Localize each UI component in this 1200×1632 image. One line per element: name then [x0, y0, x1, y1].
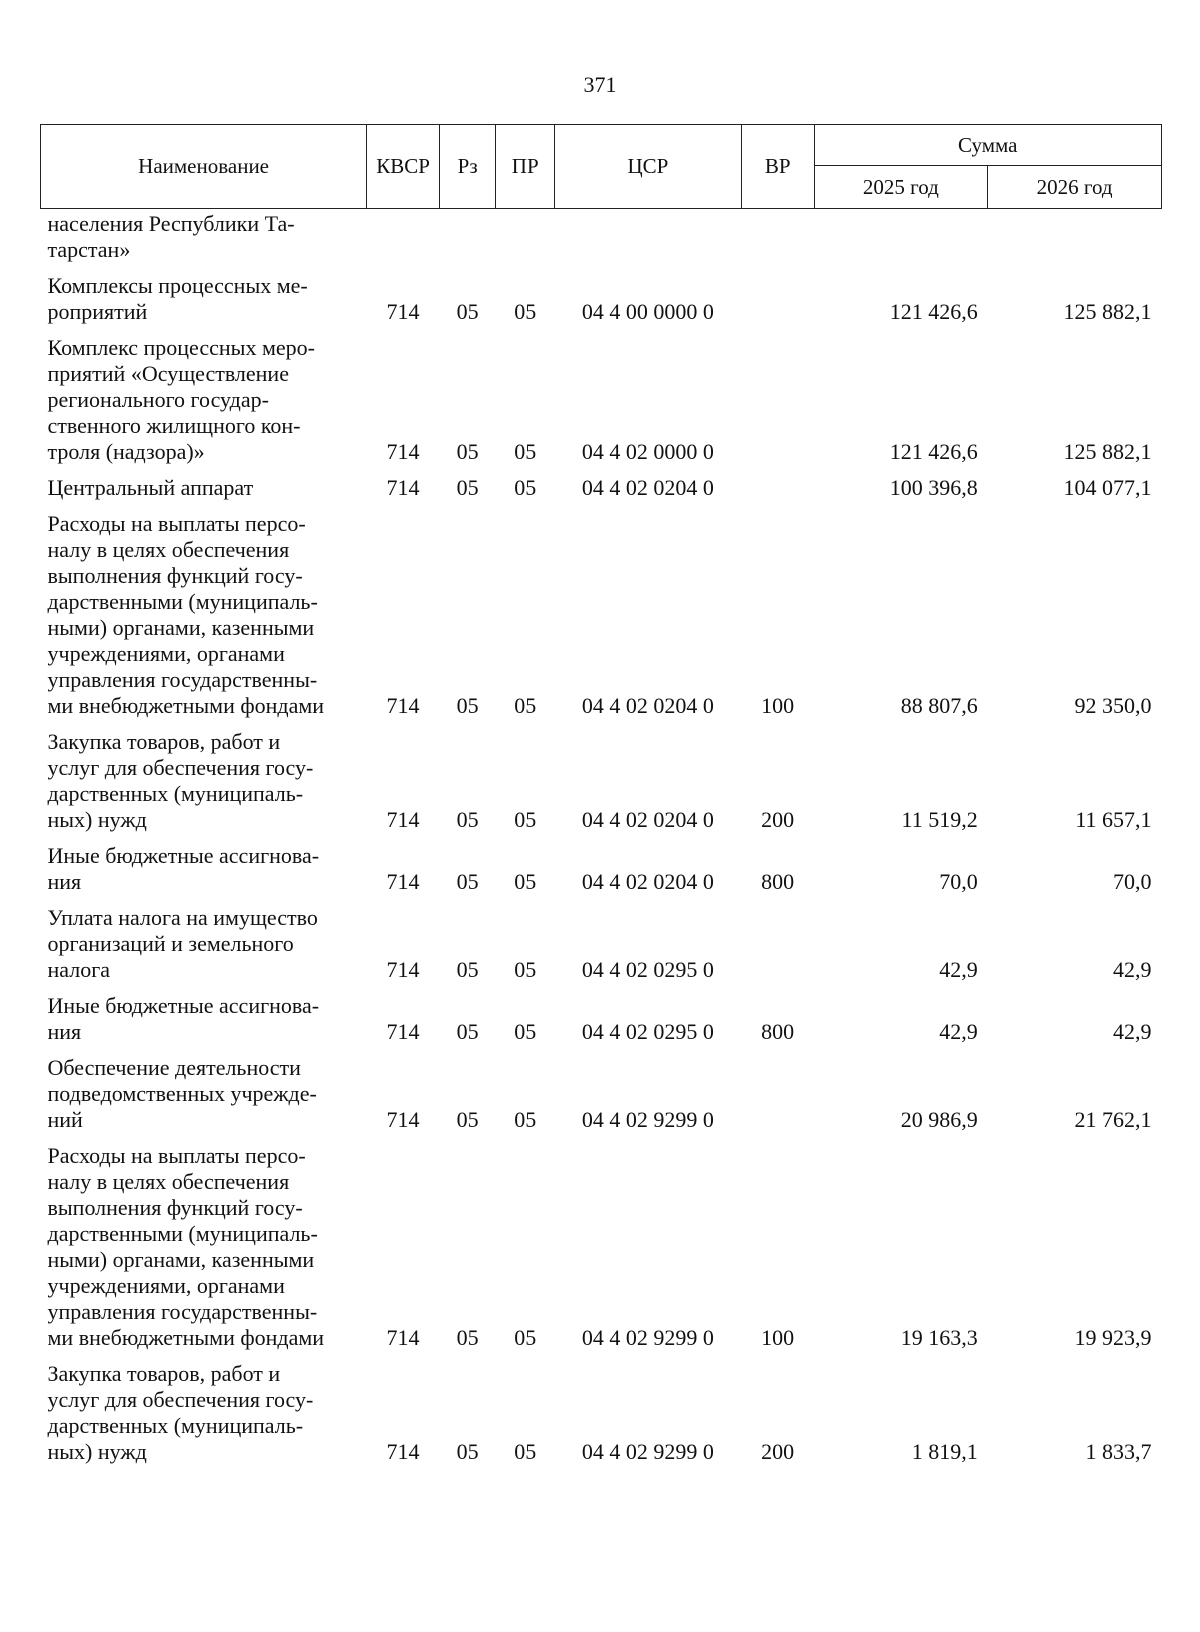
table-row [41, 983, 1162, 1045]
header-pr: ПР [496, 125, 555, 209]
row-vr: 800 [761, 869, 795, 894]
row-sum-2026: 19 923,9 [1074, 1325, 1152, 1350]
table-row [41, 501, 1162, 719]
row-pr: 05 [514, 1325, 537, 1350]
header-kvsr: КВСР [367, 125, 440, 209]
row-name-text: Уплата налога на имущество организаций и земельного налога [47, 905, 318, 982]
row-kvsr: 714 [386, 1019, 420, 1044]
row-name [41, 465, 367, 501]
row-rz: 05 [456, 1439, 479, 1464]
row-rz: 05 [456, 1019, 479, 1044]
row-vr [741, 325, 814, 465]
table-row [41, 263, 1162, 325]
budget-table [40, 124, 1162, 1465]
row-pr: 05 [514, 1107, 537, 1132]
row-kvsr: 714 [386, 869, 420, 894]
header-year-2026: 2026 год [988, 166, 1162, 209]
row-rz: 05 [456, 807, 479, 832]
row-pr: 05 [514, 475, 537, 500]
row-sum-2025: 121 426,6 [889, 439, 978, 464]
row-kvsr: 714 [386, 475, 420, 500]
row-vr: 800 [761, 1019, 795, 1044]
row-name-text: Закупка товаров, работ и услуг для обеспечения госу- дарственных (муниципаль- ных) нужд [47, 729, 314, 832]
row-vr: 200 [761, 1439, 795, 1464]
row-sum-2026: 21 762,1 [1074, 1107, 1152, 1132]
row-sum-2025: 88 807,6 [900, 693, 978, 718]
row-kvsr: 714 [386, 957, 420, 982]
row-kvsr: 714 [386, 1439, 420, 1464]
row-sum-2026: 11 657,1 [1075, 807, 1152, 832]
row-name [41, 1351, 367, 1465]
row-name [41, 325, 367, 465]
row-csr: 04 4 02 0204 0 [581, 693, 714, 718]
row-vr [741, 209, 814, 264]
row-name [41, 501, 367, 719]
row-sum-2026: 42,9 [1113, 957, 1152, 982]
row-name [41, 1045, 367, 1133]
row-csr: 04 4 02 0295 0 [581, 1019, 714, 1044]
row-name-text: населения Республики Та- тарстан» [47, 211, 295, 262]
row-pr: 05 [514, 869, 537, 894]
row-sum-2026: 70,0 [1113, 869, 1152, 894]
row-rz: 05 [456, 693, 479, 718]
row-csr: 04 4 02 0295 0 [581, 957, 714, 982]
row-sum-2025: 1 819,1 [911, 1439, 978, 1464]
row-rz: 05 [456, 957, 479, 982]
row-pr: 05 [514, 439, 537, 464]
row-pr: 05 [514, 1439, 537, 1464]
row-pr: 05 [514, 957, 537, 982]
row-csr: 04 4 02 0204 0 [581, 807, 714, 832]
row-pr: 05 [514, 693, 537, 718]
table-row [41, 209, 1162, 264]
table-header [41, 125, 1162, 209]
row-name [41, 833, 367, 895]
row-sum-2026 [988, 209, 1162, 264]
row-pr [496, 209, 555, 264]
row-sum-2026: 104 077,1 [1063, 475, 1152, 500]
row-csr: 04 4 00 0000 0 [581, 299, 714, 324]
row-kvsr: 714 [386, 1107, 420, 1132]
row-csr: 04 4 02 9299 0 [581, 1325, 714, 1350]
row-rz: 05 [456, 1107, 479, 1132]
table-row [41, 1045, 1162, 1133]
row-csr: 04 4 02 0204 0 [581, 475, 714, 500]
row-sum-2026: 1 833,7 [1085, 1439, 1152, 1464]
row-vr [741, 1045, 814, 1133]
row-sum-2025: 100 396,8 [889, 475, 978, 500]
row-vr: 100 [761, 693, 795, 718]
row-name-text: Обеспечение деятельности подведомственных учрежде- ний [47, 1055, 317, 1132]
table-row [41, 833, 1162, 895]
row-name-text: Закупка товаров, работ и услуг для обеспечения госу- дарственных (муниципаль- ных) нужд [47, 1361, 314, 1464]
header-rz: Рз [439, 125, 496, 209]
table-row [41, 1133, 1162, 1351]
row-name-text: Иные бюджетные ассигнова- ния [47, 993, 320, 1044]
row-vr [741, 895, 814, 983]
row-pr: 05 [514, 1019, 537, 1044]
row-csr [555, 209, 742, 264]
row-rz [439, 209, 496, 264]
row-vr [741, 465, 814, 501]
row-sum-2025: 70,0 [939, 869, 978, 894]
row-rz: 05 [456, 439, 479, 464]
row-kvsr: 714 [386, 299, 420, 324]
row-vr: 200 [761, 807, 795, 832]
row-sum-2025: 42,9 [939, 1019, 978, 1044]
row-sum-2025 [814, 209, 988, 264]
row-sum-2025: 19 163,3 [900, 1325, 978, 1350]
row-sum-2026: 42,9 [1113, 1019, 1152, 1044]
row-kvsr [367, 209, 440, 264]
row-pr: 05 [514, 299, 537, 324]
row-vr [741, 263, 814, 325]
row-name-text: Расходы на выплаты персо- налу в целях обеспечения выполнения функций госу- дарственными (муниципаль- ными) органами, казенными учреждениями, органами управления государственны- ми внебюджетными фондами [47, 511, 325, 718]
row-sum-2025: 121 426,6 [889, 299, 978, 324]
row-kvsr: 714 [386, 439, 420, 464]
header-name: Наименование [41, 125, 367, 209]
row-sum-2025: 11 519,2 [901, 807, 978, 832]
row-csr: 04 4 02 0000 0 [581, 439, 714, 464]
row-name [41, 895, 367, 983]
row-kvsr: 714 [386, 1325, 420, 1350]
table-row [41, 719, 1162, 833]
table-row [41, 465, 1162, 501]
row-name [41, 719, 367, 833]
row-pr: 05 [514, 807, 537, 832]
row-name-text: Комплекс процессных меро- приятий «Осуществление регионального государ- ственного жилищного кон- троля (надзора)» [47, 335, 315, 464]
row-rz: 05 [456, 475, 479, 500]
table-row [41, 1351, 1162, 1465]
header-vr: ВР [741, 125, 814, 209]
header-year-2025: 2025 год [814, 166, 988, 209]
row-sum-2025: 42,9 [939, 957, 978, 982]
row-name-text: Комплексы процессных ме- роприятий [47, 273, 308, 324]
row-csr: 04 4 02 9299 0 [581, 1107, 714, 1132]
row-name [41, 209, 367, 264]
row-rz: 05 [456, 1325, 479, 1350]
row-vr: 100 [761, 1325, 795, 1350]
row-sum-2025: 20 986,9 [900, 1107, 978, 1132]
row-name-text: Расходы на выплаты персо- налу в целях обеспечения выполнения функций госу- дарственными (муниципаль- ными) органами, казенными учреждениями, органами управления государственны- ми внебюджетными фондами [47, 1143, 325, 1350]
row-csr: 04 4 02 9299 0 [581, 1439, 714, 1464]
page-number: 371 [583, 72, 617, 97]
header-csr: ЦСР [555, 125, 742, 209]
row-rz: 05 [456, 299, 479, 324]
table-body [41, 209, 1162, 1466]
row-name [41, 983, 367, 1045]
header-sum: Сумма [814, 125, 1161, 166]
row-csr: 04 4 02 0204 0 [581, 869, 714, 894]
row-name-text: Иные бюджетные ассигнова- ния [47, 843, 320, 894]
table-row [41, 895, 1162, 983]
row-sum-2026: 125 882,1 [1063, 299, 1152, 324]
table-row [41, 325, 1162, 465]
row-sum-2026: 125 882,1 [1063, 439, 1152, 464]
row-rz: 05 [456, 869, 479, 894]
row-name [41, 263, 367, 325]
row-kvsr: 714 [386, 807, 420, 832]
row-name [41, 1133, 367, 1351]
row-kvsr: 714 [386, 693, 420, 718]
row-sum-2026: 92 350,0 [1074, 693, 1152, 718]
row-name-text: Центральный аппарат [47, 475, 254, 500]
